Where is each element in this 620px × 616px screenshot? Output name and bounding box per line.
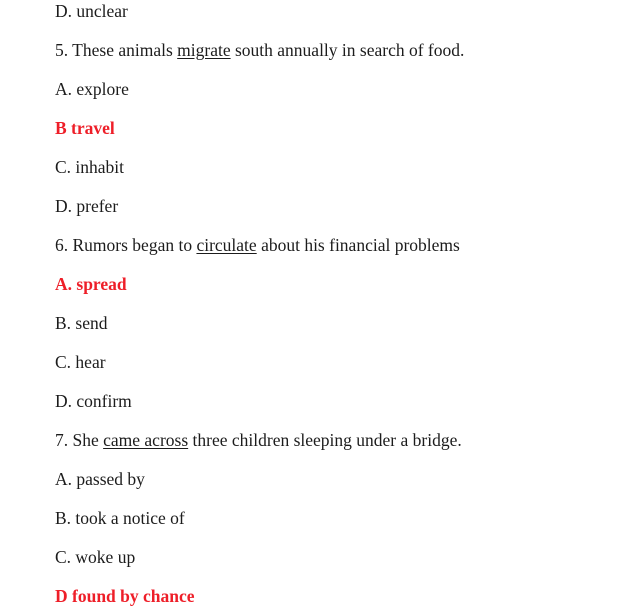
underlined-term: migrate: [177, 40, 231, 60]
option-line: A. explore: [55, 79, 129, 99]
underlined-term: circulate: [196, 235, 257, 255]
option-line: A. passed by: [55, 469, 145, 489]
option-line: D. unclear: [55, 1, 128, 21]
text-segment: 7. She: [55, 430, 104, 450]
text-segment: about his financial problems: [256, 235, 460, 255]
text-segment: 5. These animals: [55, 40, 178, 60]
question-line: [55, 41, 610, 59]
option-line: C. hear: [55, 352, 106, 372]
question-line: [55, 431, 610, 449]
option-line: C. inhabit: [55, 157, 125, 177]
option-line: B. took a notice of: [55, 508, 185, 528]
option-line: B. send: [55, 313, 108, 333]
text-segment: south annually in search of food.: [230, 40, 465, 60]
answer-line: B travel: [55, 118, 115, 138]
text-segment: 6. Rumors began to: [55, 235, 197, 255]
answer-line: A. spread: [55, 274, 127, 294]
question-line: [55, 236, 610, 254]
option-line: D. confirm: [55, 391, 132, 411]
text-segment: three children sleeping under a bridge.: [188, 430, 462, 450]
underlined-term: came across: [103, 430, 189, 450]
option-line: D. prefer: [55, 196, 119, 216]
answer-line: D found by chance: [55, 586, 195, 606]
option-line: C. woke up: [55, 547, 136, 567]
